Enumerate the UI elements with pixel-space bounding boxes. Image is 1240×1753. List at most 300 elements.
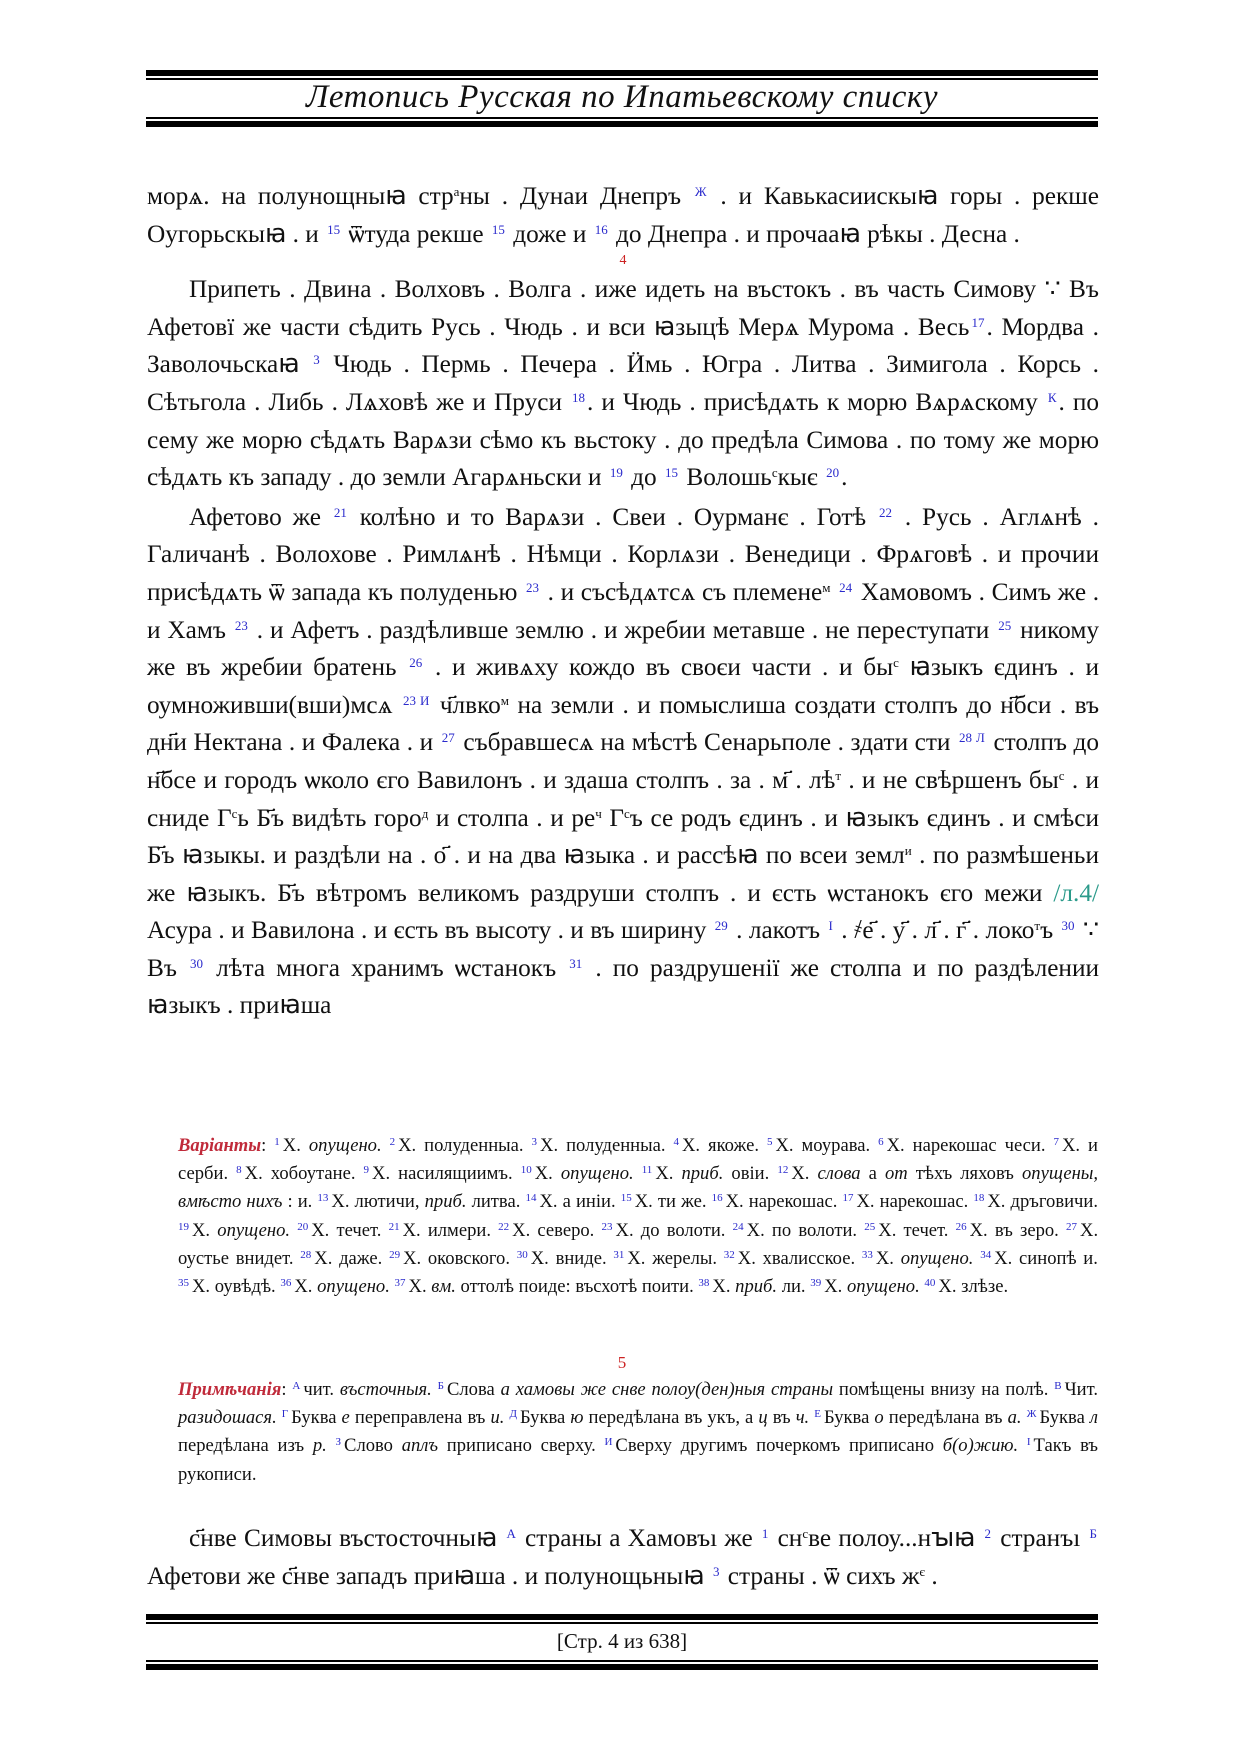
superscript-letter: д — [421, 805, 429, 821]
note-italic: въсточныя. — [339, 1379, 432, 1400]
folio-marker: /л.4/ — [1053, 878, 1099, 907]
superscript-letter: є — [919, 1563, 926, 1579]
note-entry — [292, 1379, 431, 1400]
variant-text: Х. хвалисское. — [737, 1247, 856, 1269]
footnote-ref[interactable]: 24 — [839, 579, 853, 595]
variant-italic: приб. — [735, 1276, 778, 1298]
variant-key: 35 — [178, 1277, 189, 1290]
text-run: Афетово же — [189, 502, 321, 531]
variant-text: Х. нарекошас чеси. — [886, 1135, 1046, 1156]
variant-entry — [862, 1248, 980, 1269]
variant-text: Х. вниде. — [530, 1247, 607, 1269]
variant-key: 18 — [973, 1192, 985, 1205]
variant-text: Х. — [408, 1276, 427, 1298]
variant-key: 36 — [280, 1277, 292, 1290]
text-run: събравшесѧ на мѣстѣ Сенарьполе . здати сти — [463, 728, 951, 757]
text-run: до Днепра . и прочааꙗ рѣкы . Десна . — [616, 219, 1020, 248]
variant-text: Х. синопѣ и. — [994, 1247, 1098, 1269]
variant-key: 33 — [861, 1248, 873, 1261]
variant-key: 9 — [363, 1164, 370, 1177]
text-run: Хамовомъ . Симъ же . и Хамъ — [147, 577, 1100, 644]
variant-entry — [395, 1276, 699, 1297]
variant-key: 27 — [1066, 1220, 1078, 1233]
text-run: Г — [609, 803, 624, 832]
variant-key: 5 — [766, 1136, 773, 1148]
variant-key: 31 — [613, 1248, 625, 1261]
note-key: Д — [509, 1408, 517, 1421]
footnote-ref[interactable]: 20 — [826, 465, 840, 481]
footnote-ref[interactable]: 23 — [525, 579, 539, 595]
variant-text: Х. а иніи. — [539, 1191, 616, 1213]
variant-entry — [525, 1191, 620, 1212]
variant-entry — [297, 1220, 388, 1241]
variant-italic: опущено. — [217, 1219, 291, 1241]
note-key: В — [1054, 1380, 1062, 1392]
footer-rule-bottom — [146, 1664, 1098, 1670]
note-text: Чит. — [1064, 1379, 1098, 1400]
text-run: Волошь — [686, 463, 772, 492]
variant-key: 3 — [531, 1136, 538, 1148]
variant-text: Х. въ зеро. — [969, 1219, 1059, 1241]
superscript-letter: с — [1058, 767, 1065, 783]
variant-entry — [973, 1191, 1098, 1212]
variant-entry — [673, 1135, 767, 1156]
notes-label: Примѣчанія — [178, 1379, 282, 1400]
text-run: столпъ до н҃бсе и городъ ѡколо єго Вавилонъ . и здаша столпъ . за . м҃ . лѣ — [147, 728, 1100, 794]
note-text: передѣлана въ — [883, 1407, 1008, 1429]
variant-italic: от — [884, 1163, 908, 1185]
note-text: чит. — [303, 1379, 340, 1400]
variant-entry — [613, 1248, 723, 1269]
variant-text: Х. по волоти. — [746, 1219, 858, 1241]
superscript-letter: т — [835, 767, 842, 783]
superscript-letter: и — [904, 843, 912, 859]
note-entry — [814, 1407, 1021, 1428]
variant-text: Х. течет. — [878, 1219, 949, 1241]
text-run: . и Афетъ . раздѣливше землю . и жребии метавше . не переступати — [256, 615, 990, 644]
notes-list — [178, 1379, 1098, 1485]
variant-key: 10 — [520, 1164, 532, 1177]
main-text — [147, 178, 1099, 1025]
note-entry — [282, 1407, 505, 1428]
notes-paragraph — [178, 1376, 1098, 1489]
text-run: ве полоу...нꙑꙗ — [808, 1524, 976, 1552]
variant-key: 38 — [698, 1277, 710, 1290]
footnote-ref[interactable]: 16 — [594, 221, 608, 237]
text-run: Чюдь . Пермь . Печера . Ӥмь . Югра . Литва . Зимигола . Корсь . Сѣтьгола . Либь . Лѧховѣ же и Пруси — [147, 350, 1099, 416]
variant-entry — [712, 1191, 843, 1212]
text-run: . по раздрушенії же столпа и по раздѣлении ꙗзыкъ . приꙗша — [147, 953, 1100, 1020]
variant-entry — [300, 1248, 389, 1269]
variant-text: Х. злѣзе. — [938, 1276, 1009, 1298]
variant-entry — [280, 1276, 394, 1297]
text-run: и столпа . и ре — [435, 803, 596, 832]
variant-text: Х. — [655, 1163, 674, 1185]
note-text: передѣлана въ укъ, а — [583, 1407, 759, 1429]
variant-text: Х. течет. — [311, 1219, 382, 1241]
variant-text: Х. даже. — [314, 1247, 383, 1269]
variant-text: Х. нарекошас. — [725, 1191, 838, 1213]
footnote-ref[interactable]: Л — [976, 730, 985, 746]
running-title: Летопись Русская по Ипатьевскому списку — [306, 79, 938, 115]
footnote-ref[interactable]: 28 — [959, 730, 973, 746]
text-run: . — [931, 1561, 938, 1590]
superscript-letter: т — [1034, 918, 1041, 934]
variant-text: : и. — [287, 1191, 313, 1213]
variant-entry — [517, 1248, 614, 1269]
text-run: . лакотъ — [736, 916, 821, 945]
note-italic: ц — [758, 1407, 768, 1429]
footnote-ref[interactable]: 15 — [327, 221, 341, 237]
variant-key: 12 — [777, 1164, 789, 1177]
footnote-ref[interactable]: А — [506, 1526, 516, 1541]
variant-entry — [698, 1276, 810, 1297]
note-entry — [604, 1435, 1018, 1456]
superscript-letter: м — [500, 692, 509, 708]
text-run: ь Б҃ъ видѣть горо — [237, 803, 422, 832]
variant-key: 40 — [924, 1277, 936, 1290]
footer-rule-top-thin — [146, 1622, 1098, 1624]
text-run: страны а Хамовъı же — [525, 1524, 753, 1552]
text-run: ∵ Въ — [147, 916, 1100, 982]
note-key: И — [604, 1436, 613, 1449]
variants-label: Варіанты — [178, 1135, 262, 1156]
note-text: Буква — [824, 1407, 875, 1429]
note-italic: б(о)жию. — [942, 1435, 1019, 1457]
note-italic: разидошася. — [178, 1407, 277, 1429]
footnote-ref[interactable]: 17 — [971, 314, 985, 330]
variant-text: Х. хобоутане. — [244, 1163, 356, 1185]
variant-text: Х. моурава. — [775, 1135, 871, 1156]
note-text: приписано сверху. — [438, 1435, 596, 1457]
variant-text: Х. — [875, 1247, 894, 1269]
variant-text: Х. — [192, 1219, 211, 1241]
variant-entry — [621, 1191, 712, 1212]
variant-entry — [733, 1220, 865, 1241]
variants-colon: : — [261, 1135, 267, 1156]
variant-text: Х. ти же. — [634, 1191, 707, 1213]
note-text: переправлена въ — [349, 1407, 491, 1429]
footnote-ref[interactable]: 19 — [609, 465, 623, 481]
footnote-ref[interactable]: I — [828, 918, 833, 934]
variant-entry — [767, 1135, 878, 1156]
variant-entry — [364, 1163, 521, 1184]
variant-entry — [980, 1248, 1098, 1269]
superscript-letter: с — [802, 1526, 809, 1541]
footnote-ref[interactable]: 25 — [998, 617, 1012, 633]
note-italic: л — [1089, 1407, 1098, 1429]
variant-text: Х. оувѣдѣ. — [192, 1276, 276, 1298]
footnote-ref[interactable]: 30 — [190, 955, 204, 971]
note-italic: а хамовы же снве полоу(ден)ныя страны — [500, 1379, 834, 1400]
variant-text: тѣхъ ляховъ — [915, 1163, 1014, 1185]
variant-key: 24 — [732, 1220, 744, 1233]
variant-text: а — [868, 1163, 877, 1185]
text-run: ч҃лвко — [439, 690, 501, 719]
footnote-ref[interactable]: И — [419, 692, 430, 708]
variant-key: 13 — [317, 1192, 329, 1205]
variant-entry — [178, 1220, 297, 1241]
variant-italic: опущено. — [560, 1163, 634, 1185]
note-text: въ — [767, 1407, 796, 1429]
variant-text: Х. нарекошас. — [856, 1191, 969, 1213]
text-run: странъı — [1000, 1524, 1081, 1552]
text-run: страны . ѿ сихъ ж — [727, 1561, 920, 1590]
note-text: Буква — [291, 1407, 342, 1429]
superscript-letter: с — [231, 805, 238, 821]
variant-entry — [521, 1163, 642, 1184]
variant-text: Х. лютичи, — [331, 1191, 420, 1213]
note-italic: и. — [490, 1407, 505, 1429]
note-text: Буква — [1039, 1407, 1090, 1429]
footnote-ref[interactable]: 3 — [313, 352, 320, 368]
variant-key: 1 — [274, 1136, 280, 1148]
text-run: . и живѧху кождо въ своєи части . и бы — [434, 653, 894, 682]
variant-entry — [498, 1220, 601, 1241]
footnote-ref[interactable]: Б — [1089, 1526, 1097, 1541]
text-run: колѣно и то Варѧзи . Свеи . Оурманє . Готѣ — [359, 502, 867, 531]
variant-entry — [389, 1248, 517, 1269]
text-run: . и Чюдь . присѣдѧть к морю Вѧрѧскому — [587, 387, 1038, 416]
variant-entry — [878, 1135, 1053, 1156]
text-run: ъ — [1040, 916, 1054, 945]
variant-text: Х. оковского. — [403, 1247, 510, 1269]
variant-italic: опущены, вмѣсто нихъ — [178, 1163, 1099, 1213]
variant-key: 8 — [236, 1164, 242, 1177]
variant-key: 28 — [300, 1248, 312, 1261]
paragraph-3 — [147, 499, 1099, 1025]
note-italic: р. — [312, 1435, 327, 1457]
variant-entry — [924, 1276, 1008, 1297]
header-rule-top — [146, 70, 1098, 76]
text-run: . — [841, 463, 848, 492]
variant-italic: слова — [817, 1163, 861, 1185]
variant-text: Х. полуденныа. — [398, 1135, 524, 1156]
header-rule-bottom — [146, 121, 1098, 127]
footnote-ref[interactable]: 31 — [569, 955, 583, 971]
note-key: Ж — [1026, 1408, 1037, 1421]
text-run: . и съсѣдѧтсѧ съ племене — [547, 577, 823, 606]
footer-rule-top — [146, 1614, 1098, 1620]
footnote-ref[interactable]: К — [1047, 389, 1057, 405]
text-run: . и не свѣршенъ бы — [848, 765, 1059, 794]
footnote-ref[interactable]: 1 — [761, 1526, 769, 1541]
footnote-ref[interactable]: 29 — [714, 918, 728, 934]
notes-apparatus — [178, 1376, 1098, 1489]
footnote-ref[interactable]: 15 — [491, 221, 505, 237]
note-text: помѣщены внизу на полѣ. — [833, 1379, 1049, 1400]
text-run: ны . Дунаи Днепръ — [459, 182, 682, 210]
variant-key: 14 — [525, 1192, 537, 1205]
variant-key: 15 — [620, 1192, 632, 1205]
variant-text: Х. — [791, 1163, 810, 1185]
variant-entry — [532, 1135, 674, 1156]
variants-apparatus — [178, 1132, 1098, 1301]
superscript-letter: а — [453, 184, 460, 199]
variant-key: 23 — [601, 1220, 613, 1233]
variant-italic: приб. — [424, 1191, 467, 1213]
variant-key: 37 — [394, 1277, 406, 1290]
variant-entry — [842, 1191, 973, 1212]
footnote-ref[interactable]: 2 — [984, 1526, 992, 1541]
variant-key: 22 — [498, 1220, 510, 1233]
note-italic: е — [341, 1407, 350, 1429]
variant-text: Х. илмери. — [402, 1219, 491, 1241]
note-text: Сверху другимъ почеркомъ приписано — [615, 1435, 943, 1457]
notes-colon: : — [281, 1379, 287, 1400]
note-entry — [336, 1435, 596, 1456]
footnote-ref[interactable]: 22 — [878, 504, 892, 520]
variant-italic: опущено. — [846, 1276, 920, 1298]
variant-key: 16 — [711, 1192, 723, 1205]
variant-entry — [274, 1135, 389, 1156]
variant-key: 4 — [673, 1136, 679, 1148]
text-run: до — [631, 463, 657, 492]
variant-italic: опущено. — [317, 1276, 390, 1298]
variant-text: Х. до волоти. — [615, 1219, 726, 1241]
superscript-letter: с — [893, 655, 899, 671]
variant-key: 17 — [842, 1192, 854, 1205]
variant-key: 20 — [297, 1220, 309, 1233]
text-run: никому же въ жребии братень — [147, 615, 1099, 682]
variant-text: Х. якоже. — [681, 1135, 759, 1156]
variant-key: 6 — [878, 1136, 884, 1148]
text-run: . Русь . Аглѧнѣ . Галичанѣ . Волохове . Римлѧнѣ . Нѣмци . Корлѧзи . Венедици . Фрѧговѣ . и прочии присѣдѧть ѿ запада къ полуденью — [147, 502, 1099, 606]
variant-entry — [236, 1163, 363, 1184]
footnote-ref[interactable]: 27 — [441, 730, 455, 746]
footnote-ref[interactable]: 18 — [572, 389, 586, 405]
note-italic: о — [874, 1407, 884, 1429]
variant-key: 7 — [1053, 1136, 1059, 1148]
note-entry — [509, 1407, 809, 1428]
note-key: Г — [281, 1408, 289, 1421]
variant-key: 29 — [389, 1248, 401, 1261]
note-key: З — [335, 1436, 342, 1449]
note-italic: ч. — [795, 1407, 810, 1429]
text-run: Асура . и Вавилона . и єсть въ высоту . и въ ширину — [147, 916, 707, 945]
text-run: . и сниде Г — [147, 765, 1099, 832]
footnote-ref[interactable]: Ж — [694, 184, 707, 199]
text-run: на земли . и помыслиша создати столпъ до н҃бси . въ дн҃и Нектана . и Фалека . и — [147, 690, 1100, 757]
text-run: ꙗзыкъ єдинъ . и оумноживши(вши)мсѧ — [147, 653, 1100, 719]
text-run: ѿтуда рекше — [348, 219, 484, 248]
variant-entry — [864, 1220, 955, 1241]
variant-key: 25 — [864, 1220, 876, 1233]
text-run: с҃нве Симовы въстосточныꙗ — [189, 1524, 498, 1552]
note-entry — [438, 1379, 1049, 1400]
variant-key: 19 — [178, 1220, 189, 1233]
note-key: А — [292, 1380, 301, 1392]
paragraph-2 — [147, 271, 1099, 497]
variant-key: 32 — [723, 1248, 735, 1261]
variant-text: Х. — [534, 1163, 553, 1185]
variant-entry — [317, 1191, 525, 1212]
note-text: Слова — [447, 1379, 501, 1400]
variant-italic: приб. — [681, 1163, 724, 1185]
footnote-ref[interactable]: 26 — [409, 655, 423, 671]
text-run: . по сему же морю сѣдѧть Варѧзи сѣмо къ вьстоку . до предѣла Симова . по тому же морю сѣдѧть къ западу . до земли Агарѧньски и — [147, 387, 1100, 492]
variant-text: Х. — [294, 1276, 313, 1298]
variant-entry — [390, 1135, 532, 1156]
manuscript-page-mark-5: 5 — [617, 1353, 627, 1372]
footnote-ref[interactable]: 15 — [665, 465, 679, 481]
variant-key: 34 — [980, 1248, 992, 1261]
page-counter: [Стр. 4 из 638] — [556, 1629, 688, 1653]
variant-text: литва. — [471, 1191, 521, 1213]
note-italic: аплъ — [401, 1435, 439, 1457]
variant-key: 26 — [955, 1220, 967, 1233]
variant-entry — [602, 1220, 733, 1241]
variants-paragraph — [178, 1132, 1098, 1301]
text-run: . и Кавькасиискыꙗ горы . рекше Оугорьскыꙗ . и — [147, 182, 1099, 248]
text-run: . ҂е҃ . у҃ . л҃ . г҃ . локо — [841, 916, 1035, 945]
note-key: Е — [814, 1408, 822, 1421]
text-run: кыє — [777, 463, 818, 492]
superscript-letter: с — [771, 465, 778, 481]
variant-text: Х. оустье внидет. — [178, 1219, 1099, 1269]
variant-entry — [956, 1220, 1066, 1241]
footer-rule-bottom-thin — [146, 1660, 1098, 1662]
footnote-ref[interactable]: 21 — [333, 504, 347, 520]
continuation-paragraph — [147, 1520, 1099, 1595]
variant-entry — [642, 1163, 778, 1184]
variant-text: ли. — [781, 1276, 806, 1298]
manuscript-page-mark: 4 — [619, 253, 627, 269]
variant-key: 21 — [388, 1220, 400, 1233]
variant-text: Х. жерелы. — [627, 1247, 718, 1269]
variant-key: 2 — [389, 1136, 396, 1148]
superscript-letter: ч — [595, 805, 602, 821]
variant-italic: опущено. — [308, 1135, 382, 1156]
continuation-text — [147, 1520, 1099, 1595]
variant-text: Х. полуденныа. — [540, 1135, 666, 1156]
footnote-ref[interactable]: 3 — [712, 1563, 720, 1579]
note-text: передѣлана изъ — [178, 1435, 313, 1457]
text-run: . по размѣшеньи же ꙗзыкъ. Б҃ъ вѣтромъ великомъ раздруши столпъ . и єсть ѡстанокъ єго межи — [147, 841, 1099, 907]
note-text: Слово — [344, 1435, 402, 1457]
note-text: Такъ въ рукописи. — [178, 1435, 1098, 1485]
variant-text: овіи. — [731, 1163, 770, 1185]
variant-key: 11 — [641, 1164, 653, 1177]
note-key: Б — [437, 1380, 444, 1392]
text-run: доже и — [513, 219, 587, 248]
note-italic: ю — [570, 1407, 584, 1429]
footnote-ref[interactable]: 23 — [402, 692, 416, 708]
variants-list — [178, 1135, 1098, 1297]
variant-italic: опущено. — [900, 1247, 974, 1269]
variant-text: Х. — [282, 1135, 301, 1156]
variant-key: 39 — [810, 1277, 822, 1290]
footnote-ref[interactable]: 30 — [1061, 918, 1075, 934]
variant-entry — [178, 1276, 280, 1297]
variant-key: 30 — [516, 1248, 528, 1261]
note-key: І — [1026, 1436, 1031, 1449]
text-run: лѣта многа хранимъ ѡстанокъ — [216, 953, 557, 982]
text-run: Афетови же с҃нве западъ приꙗша . и полунощьныꙗ — [147, 1561, 705, 1590]
text-run: морѧ. на полунощныꙗ стр — [147, 182, 454, 210]
variant-text: Х. — [824, 1276, 843, 1298]
text-run: . Мордва . Заволочьскаꙗ — [147, 312, 1099, 379]
header-rule-bottom-thin — [146, 117, 1098, 119]
variant-text: Х. насилящиимъ. — [372, 1163, 513, 1185]
variant-entry — [724, 1248, 862, 1269]
text-run: сн — [777, 1524, 803, 1552]
variant-text: оттолѣ поиде: въсхотѣ поити. — [460, 1276, 694, 1298]
variant-entry — [810, 1276, 924, 1297]
footnote-ref[interactable]: 23 — [234, 617, 248, 633]
variant-italic: вм. — [431, 1276, 456, 1298]
variant-text: Х. дръговичи. — [987, 1191, 1099, 1213]
